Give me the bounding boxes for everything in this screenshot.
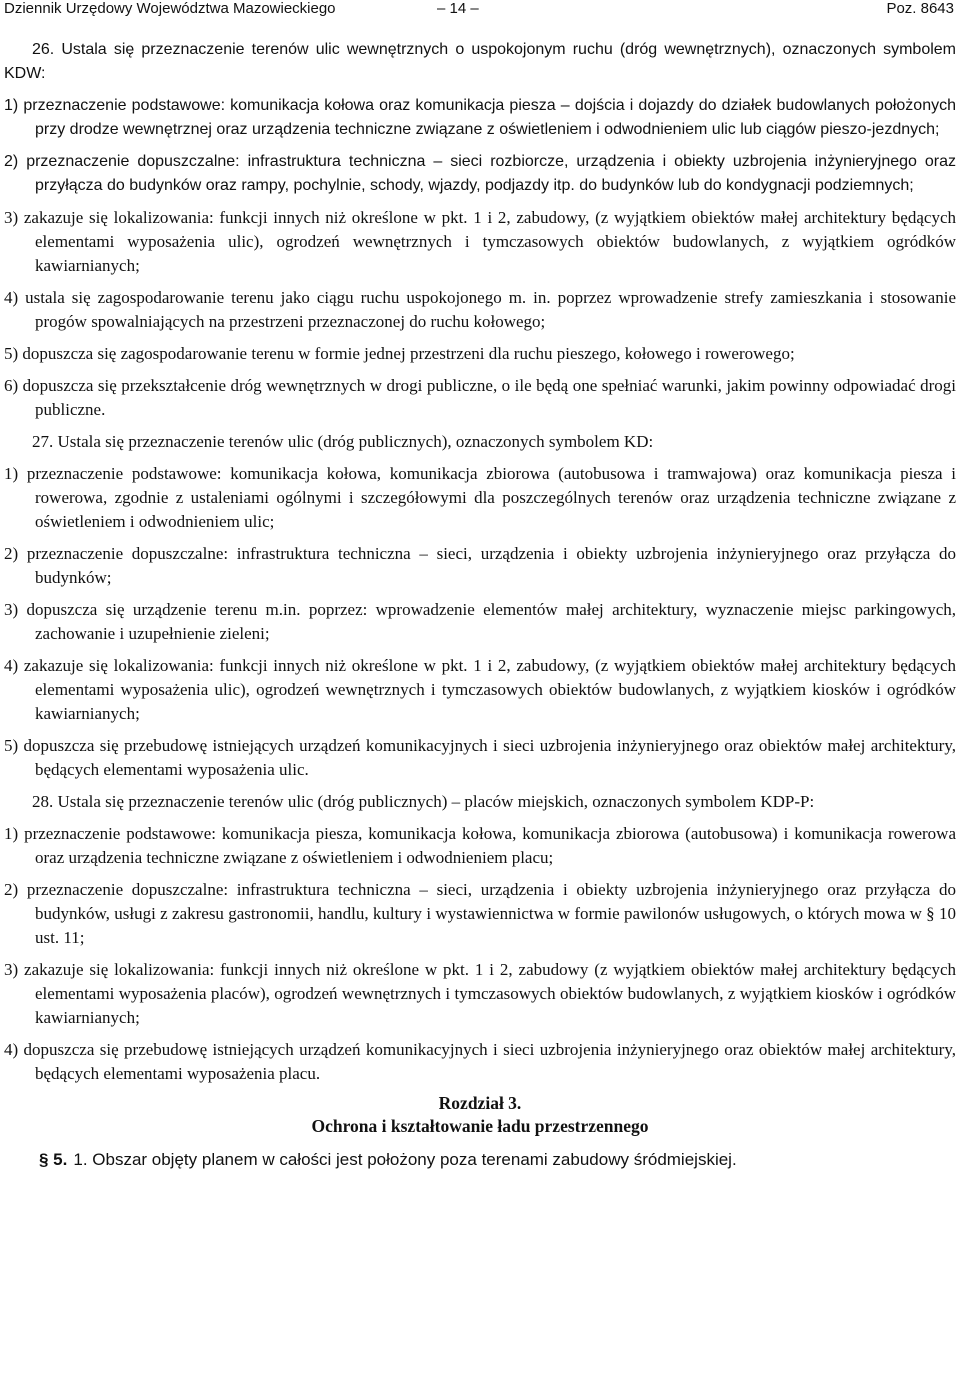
paragraph-28-item-3: 3) zakazuje się lokalizowania: funkcji innych niż określone w pkt. 1 i 2, zabudowy (z wyjątkiem obiektów małej architektury będących elementami wyposażenia placów), ogrodzeń wewnętrznych i tymczasowych obiektów budowlanych, z wyjątkiem kiosków i ogródków kawiarnianych; [4,960,956,1027]
paragraph-26-item-5: 5) dopuszcza się zagospodarowanie terenu w formie jednej przestrzeni dla ruchu pieszego, kołowego i rowerowego; [4,344,795,363]
paragraph-26 [4,38,956,422]
paragraph-26-item-3: 3) zakazuje się lokalizowania: funkcji innych niż określone w pkt. 1 i 2, zabudowy, (z wyjątkiem obiektów małej architektury będących elementami wyposażenia ulic), ogrodzeń wewnętrznych i tymczasowych obiektów budowlanych, z wyjątkiem ogródków kawiarnianych; [4,208,956,275]
paragraph-27-item-1: 1) przeznaczenie podstawowe: komunikacja kołowa, komunikacja zbiorowa (autobusowa i tramwajowa) oraz komunikacja piesza i rowerowa, zgodnie z ustaleniami ogólnymi i szczegółowymi dla poszczególnych terenów oraz urządzenia techniczne związane z oświetleniem i odwodnieniem ulic; [4,464,956,531]
section-5 [4,1148,956,1172]
chapter-heading [4,1092,956,1138]
chapter-title: Ochrona i kształtowanie ładu przestrzennego [311,1116,649,1136]
chapter-number: Rozdział 3. [438,1093,522,1113]
paragraph-26-item-1: 1) przeznaczenie podstawowe: komunikacja kołowa oraz komunikacja piesza – dojścia i dojazdy do działek budowlanych położonych przy drodze wewnętrznej oraz urządzenia techniczne związane z oświetleniem i odwodnieniem ulic lub ciągów pieszo-jezdnych; [4,97,956,138]
paragraph-28-item-4: 4) dopuszcza się przebudowę istniejących urządzeń komunikacyjnych i sieci uzbrojenia inżynieryjnego oraz obiektów małej architektury, będących elementami wyposażenia placu. [4,1040,956,1083]
paragraph-27-item-4: 4) zakazuje się lokalizowania: funkcji innych niż określone w pkt. 1 i 2, zabudowy, (z wyjątkiem obiektów małej architektury będących elementami wyposażenia ulic), ogrodzeń wewnętrznych i tymczasowych obiektów budowlanych, z wyjątkiem kiosków i ogródków kawiarnianych; [4,656,956,723]
journal-title: Dziennik Urzędowy Województwa Mazowieckiego [4,0,336,17]
paragraph-26-item-2: 2) przeznaczenie dopuszczalne: infrastruktura techniczna – sieci rozbiorcze, urządzenia i obiekty uzbrojenia inżynieryjnego oraz przyłącza do budynków oraz rampy, pochylnie, schody, wjazdy, podjazdy itp. do budynków lub do kondygnacji podziemnych; [4,153,956,194]
paragraph-27-item-2: 2) przeznaczenie dopuszczalne: infrastruktura techniczna – sieci, urządzenia i obiekty uzbrojenia inżynieryjnego oraz przyłącza do budynków; [4,544,956,587]
section-5-number: § 5. [39,1150,68,1169]
paragraph-27-intro: 27. Ustala się przeznaczenie terenów ulic (dróg publicznych), oznaczonych symbolem KD: [32,432,654,451]
paragraph-26-item-6: 6) dopuszcza się przekształcenie dróg wewnętrznych w drogi publiczne, o ile będą one spełniać warunki, jakim powinny odpowiadać drogi publiczne. [4,376,956,419]
paragraph-27-item-3: 3) dopuszcza się urządzenie terenu m.in. poprzez: wprowadzenie elementów małej architektury, wyznaczenie miejsc parkingowych, zachowanie i uzupełnienie zieleni; [4,600,956,643]
page-number: – 14 – [437,0,479,17]
paragraph-28 [4,790,956,1086]
position-number: Poz. 8643 [886,0,954,17]
paragraph-27 [4,430,956,782]
document-body [4,38,956,1172]
page-header [0,0,960,22]
paragraph-28-intro: 28. Ustala się przeznaczenie terenów ulic (dróg publicznych) – placów miejskich, oznaczonych symbolem KDP-P: [32,792,815,811]
paragraph-28-item-2: 2) przeznaczenie dopuszczalne: infrastruktura techniczna – sieci, urządzenia i obiekty uzbrojenia inżynieryjnego oraz przyłącza do budynków, usługi z zakresu gastronomii, handlu, kultury i wystawiennictwa w formie pawilonów usługowych, o których mowa w § 10 ust. 11; [4,880,956,947]
section-5-text: 1. Obszar objęty planem w całości jest położony poza terenami zabudowy śródmiejskiej. [73,1150,737,1169]
paragraph-27-item-5: 5) dopuszcza się przebudowę istniejących urządzeń komunikacyjnych i sieci uzbrojenia inżynieryjnego oraz obiektów małej architektury, będących elementami wyposażenia ulic. [4,736,956,779]
paragraph-26-intro: 26. Ustala się przeznaczenie terenów ulic wewnętrznych o uspokojonym ruchu (dróg wewnętrznych), oznaczonych symbolem KDW: [4,41,956,82]
paragraph-26-item-4: 4) ustala się zagospodarowanie terenu jako ciągu ruchu uspokojonego m. in. poprzez wprowadzenie strefy zamieszkania i stosowanie progów spowalniających na przestrzeni przeznaczonej do ruchu kołowego; [4,288,956,331]
paragraph-28-item-1: 1) przeznaczenie podstawowe: komunikacja piesza, komunikacja kołowa, komunikacja zbiorowa (autobusowa) i komunikacja rowerowa oraz urządzenia techniczne związane z oświetleniem i odwodnieniem placu; [4,824,956,867]
